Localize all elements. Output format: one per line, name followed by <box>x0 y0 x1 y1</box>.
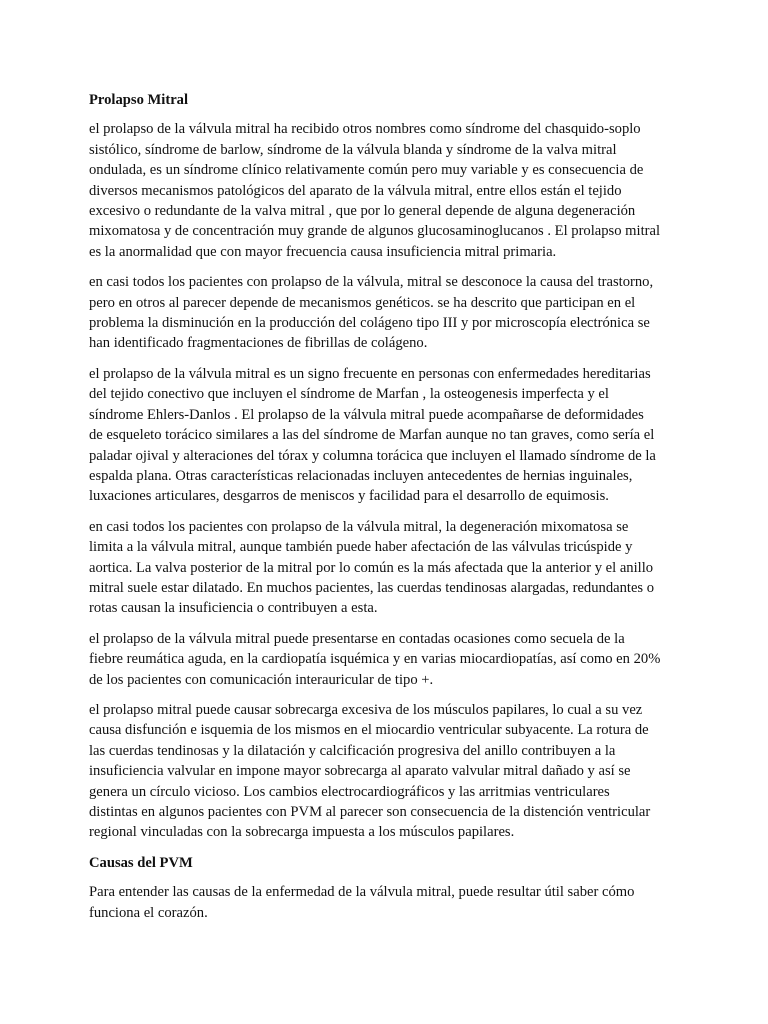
paragraph: Para entender las causas de la enfermedad de la válvula mitral, puede resultar útil saber cómo funciona el corazón. <box>89 884 635 921</box>
document-page <box>89 90 684 933</box>
document-title: Prolapso Mitral <box>89 92 189 108</box>
paragraph: en casi todos los pacientes con prolapso de la válvula, mitral se desconoce la causa del trastorno, pero en otros al parecer depende de mecanismos genéticos. se ha descrito que participan en el problema la disminución en la producción del colágeno tipo III y por microscopía electrónica se han identificado fragmentaciones de fibrillas de colágeno. <box>89 274 654 352</box>
section-title: Causas del PVM <box>89 854 193 871</box>
paragraph: el prolapso de la válvula mitral puede presentarse en contadas ocasiones como secuela de la fiebre reumática aguda, en la cardiopatía isquémica y en varias miocardiopatías, así como en 20% de los pacientes con comunicación interauricular de tipo +. <box>89 630 661 688</box>
paragraph: el prolapso mitral puede causar sobrecarga excesiva de los músculos papilares, lo cual a su vez causa disfunción e isquemia de los mismos en el miocardio ventricular subyacente. La rotura de las cuerdas tendinosas y la dilatación y calcificación progresiva del anillo contribuyen a la insuficiencia valvular en impone mayor sobrecarga al aparato valvular mitral dañado y así se genera un círculo vicioso. Los cambios electrocardiográficos y las arritmias ventriculares distintas en algunos pacientes con PVM al parecer son consecuencia de la distención ventricular regional vinculadas con la sobrecarga impuesta a los músculos papilares. <box>89 701 651 841</box>
paragraph: el prolapso de la válvula mitral ha recibido otros nombres como síndrome del chasquido-soplo sistólico, síndrome de barlow, síndrome de la válvula blanda y síndrome de la valva mitral ondulada, es un síndrome clínico relativamente común pero muy variable y es consecuencia de diversos mecanismos patológicos del aparato de la válvula mitral, entre ellos están el tejido excesivo o redundante de la valva mitral , que por lo general depende de alguna degeneración mixomatosa y de concentración muy grande de algunos glucosaminoglucanos . El prolapso mitral es la anormalidad que con mayor frecuencia causa insuficiencia mitral primaria. <box>89 121 661 260</box>
paragraph: el prolapso de la válvula mitral es un signo frecuente en personas con enfermedades hereditarias del tejido conectivo que incluyen el síndrome de Marfan , la osteogenesis imperfecta y el síndrome Ehlers-Danlos . El prolapso de la válvula mitral puede acompañarse de deformidades de esqueleto torácico similares a las del síndrome de Marfan aunque no tan graves, como sería el paladar ojival y alteraciones del tórax y columna torácica que incluyen el llamado síndrome de la espalda plana. Otras características relacionadas incluyen antecedentes de hernias inguinales, luxaciones articulares, desgarros de meniscos y facilidad para el desarrollo de equimosis. <box>89 365 656 505</box>
paragraph: en casi todos los pacientes con prolapso de la válvula mitral, la degeneración mixomatosa se limita a la válvula mitral, aunque también puede haber afectación de las válvulas tricúspide y aortica. La valva posterior de la mitral por lo común es la más afectada que la anterior y el anillo mitral suele estar dilatado. En muchos pacientes, las cuerdas tendinosas alargadas, redundantes o rotas causan la insuficiencia o contribuyen a esta. <box>89 518 655 617</box>
